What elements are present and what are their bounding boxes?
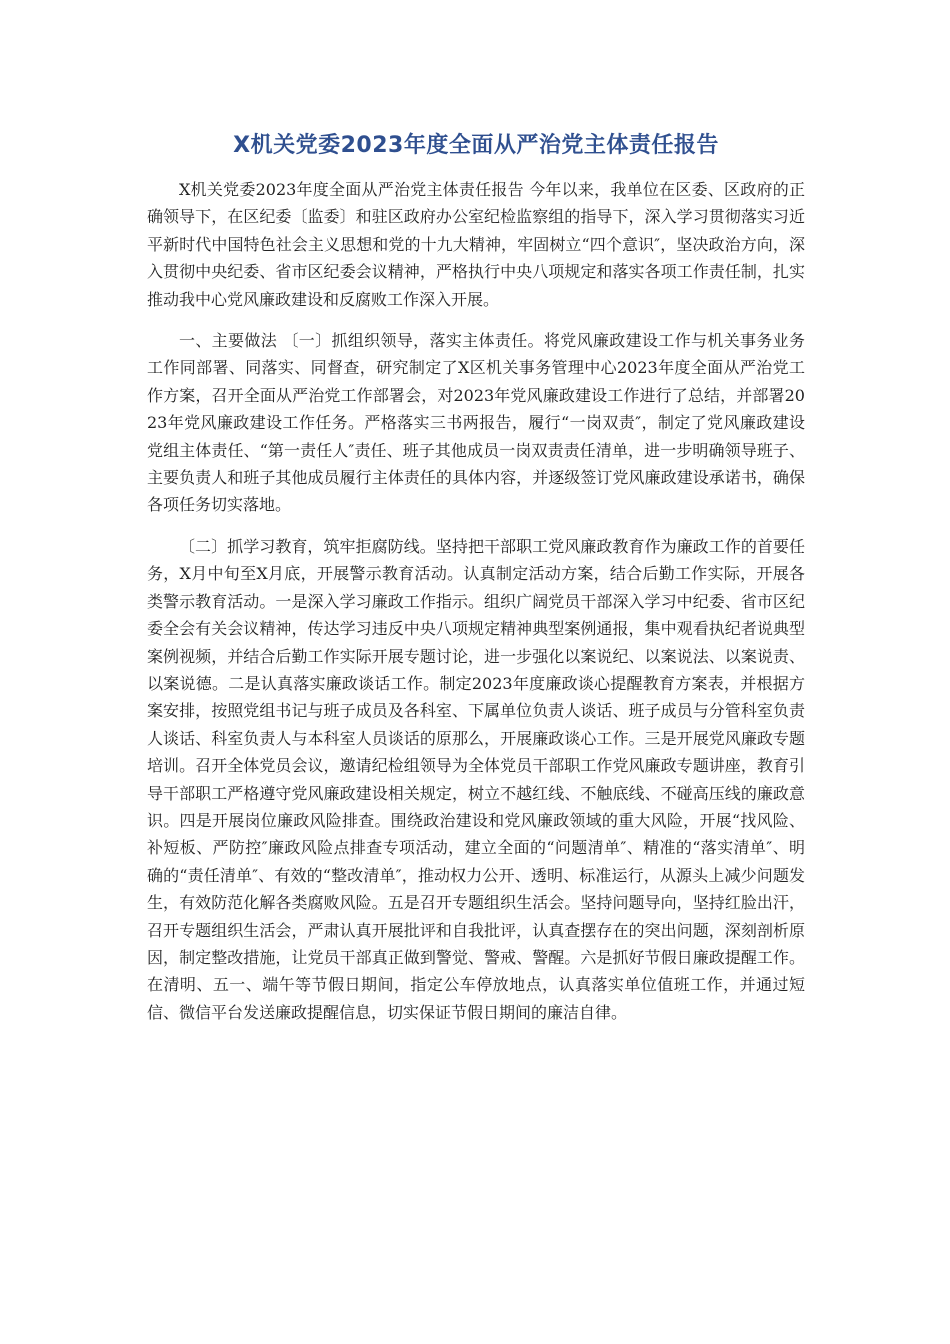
paragraph-main-practices: 一、主要做法 〔一〕抓组织领导，落实主体责任。将党风廉政建设工作与机关事务业务工作同部署、同落实、同督查，研究制定了X区机关事务管理中心2023年度全面从严治党工作方案，召开全面从严治党工作部署会，对2023年党风廉政建设工作进行了总结，并部署2023年党风廉政建设工作任务。严格落实三书两报告，履行“一岗双责″，制定了党风廉政建设党组主体责任、“第一责任人″责任、班子其他成员一岗双责责任清单，进一步明确领导班子、主要负责人和班子其他成员履行主体责任的具体内容，并逐级签订党风廉政建设承诺书，确保各项任务切实落地。 <box>147 331 805 515</box>
document-page <box>147 130 805 1040</box>
document-title: X机关党委2023年度全面从严治党主体责任报告 <box>233 133 719 158</box>
paragraph-study-education: 〔二〕抓学习教育，筑牢拒腐防线。坚持把干部职工党风廉政教育作为廉政工作的首要任务，X月中旬至X月底，开展警示教育活动。认真制定活动方案，结合后勤工作实际，开展各类警示教育活动。一是深入学习廉政工作指示。组织广阔党员干部深入学习中纪委、省市区纪委全会有关会议精神，传达学习违反中央八项规定精神典型案例通报，集中观看执纪者说典型案例视频，并结合后勤工作实际开展专题讨论，进一步强化以案说纪、以案说法、以案说责、以案说德。二是认真落实廉政谈话工作。制定2023年度廉政谈心提醒教育方案表，并根据方案安排，按照党组书记与班子成员及各科室、下属单位负责人谈话、班子成员与分管科室负责人谈话、科室负责人与本科室人员谈话的原那么，开展廉政谈心工作。三是开展党风廉政专题培训。召开全体党员会议，邀请纪检组领导为全体党员干部职工作党风廉政专题讲座，教育引导干部职工严格遵守党风廉政建设相关规定，树立不越红线、不触底线、不碰高压线的廉政意识。四是开展岗位廉政风险排查。围绕政治建设和党风廉政领域的重大风险，开展“找风险、补短板、严防控″廉政风险点排查专项活动，建立全面的“问题清单″、精准的“落实清单″、明确的“责任清单″、有效的“整改清单″，推动权力公开、透明、标准运行，从源头上减少问题发生，有效防范化解各类腐败风险。五是召开专题组织生活会。坚持问题导向，坚持红脸出汗，召开专题组织生活会，严肃认真开展批评和自我批评，认真查摆存在的突出问题，深刻剖析原因，制定整改措施，让党员干部真正做到警觉、警戒、警醒。六是抓好节假日廉政提醒工作。在清明、五一、端午等节假日期间，指定公车停放地点，认真落实单位值班工作，并通过短信、微信平台发送廉政提醒信息，切实保证节假日期间的廉洁自律。 <box>147 536 805 1022</box>
paragraph-intro: X机关党委2023年度全面从严治党主体责任报告 今年以来，我单位在区委、区政府的正确领导下，在区纪委〔监委〕和驻区政府办公室纪检监察组的指导下，深入学习贯彻落实习近平新时代中国特色社会主义思想和党的十九大精神，牢固树立“四个意识″，坚决政治方向，深入贯彻中央纪委、省市区纪委会议精神，严格执行中央八项规定和落实各项工作责任制，扎实推动我中心党风廉政建设和反腐败工作深入开展。 <box>147 180 805 309</box>
